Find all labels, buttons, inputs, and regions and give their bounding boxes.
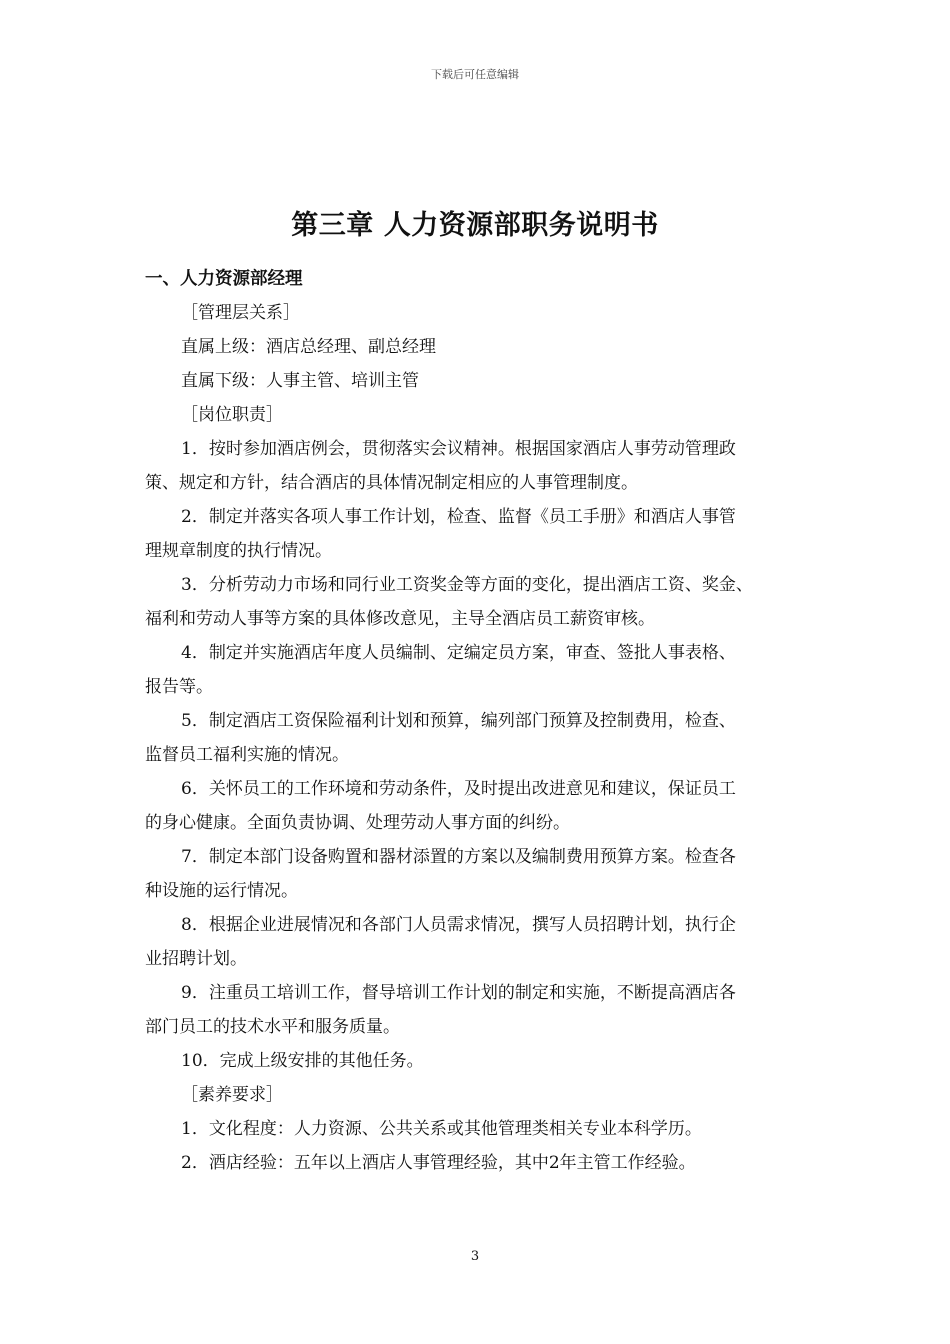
duty-item — [145, 636, 825, 704]
duty-item — [145, 568, 825, 636]
duty-line: 5．制定酒店工资保险福利计划和预算，编列部门预算及控制费用，检查、 — [181, 711, 736, 731]
page-number: 3 — [470, 1249, 480, 1264]
duty-line: 2．制定并落实各项人事工作计划，检查、监督《员工手册》和酒店人事管 — [181, 507, 736, 527]
duty-line-continued: 报告等。 — [145, 677, 213, 697]
duty-line: 1．按时参加酒店例会，贯彻落实会议精神。根据国家酒店人事劳动管理政 — [181, 439, 736, 459]
duty-line-continued: 理规章制度的执行情况。 — [145, 541, 332, 561]
direct-subordinate: 直属下级：人事主管、培训主管 — [181, 371, 419, 391]
section-heading: 一、人力资源部经理 — [145, 269, 303, 289]
duties-heading: ［岗位职责］ — [181, 405, 283, 425]
duty-line-continued: 福利和劳动人事等方案的具体修改意见，主导全酒店员工薪资审核。 — [145, 609, 655, 629]
duty-item — [145, 704, 825, 772]
duty-line-continued: 的身心健康。全面负责协调、处理劳动人事方面的纠纷。 — [145, 813, 570, 833]
duty-line: 6．关怀员工的工作环境和劳动条件，及时提出改进意见和建议，保证员工 — [181, 779, 736, 799]
chapter-title: 第三章 人力资源部职务说明书 — [291, 210, 659, 241]
requirements-heading: ［素养要求］ — [181, 1085, 283, 1105]
duty-line-continued: 监督员工福利实施的情况。 — [145, 745, 349, 765]
direct-superior: 直属上级：酒店总经理、副总经理 — [181, 337, 436, 357]
duty-line: 3．分析劳动力市场和同行业工资奖金等方面的变化，提出酒店工资、奖金、 — [181, 575, 753, 595]
duty-item — [145, 432, 825, 500]
requirement-item: 1．文化程度：人力资源、公共关系或其他管理类相关专业本科学历。 — [181, 1119, 702, 1139]
duty-item — [145, 908, 825, 976]
duty-line-continued: 种设施的运行情况。 — [145, 881, 298, 901]
duty-item — [145, 500, 825, 568]
duty-line: 9．注重员工培训工作，督导培训工作计划的制定和实施，不断提高酒店各 — [181, 983, 736, 1003]
duty-item — [145, 976, 825, 1044]
duty-line: 4．制定并实施酒店年度人员编制、定编定员方案，审查、签批人事表格、 — [181, 643, 736, 663]
duty-item — [145, 840, 825, 908]
relations-heading: ［管理层关系］ — [181, 303, 300, 323]
duty-line-continued: 业招聘计划。 — [145, 949, 247, 969]
header-note: 下载后可任意编辑 — [431, 68, 519, 81]
duty-item-10: 10．完成上级安排的其他任务。 — [181, 1051, 424, 1071]
duty-line: 8．根据企业进展情况和各部门人员需求情况，撰写人员招聘计划，执行企 — [181, 915, 736, 935]
duty-line-continued: 部门员工的技术水平和服务质量。 — [145, 1017, 400, 1037]
document-body — [145, 262, 825, 1180]
duty-item — [145, 772, 825, 840]
duty-line-continued: 策、规定和方针，结合酒店的具体情况制定相应的人事管理制度。 — [145, 473, 638, 493]
duty-line: 7．制定本部门设备购置和器材添置的方案以及编制费用预算方案。检查各 — [181, 847, 736, 867]
requirement-item: 2．酒店经验：五年以上酒店人事管理经验，其中2年主管工作经验。 — [181, 1153, 696, 1173]
